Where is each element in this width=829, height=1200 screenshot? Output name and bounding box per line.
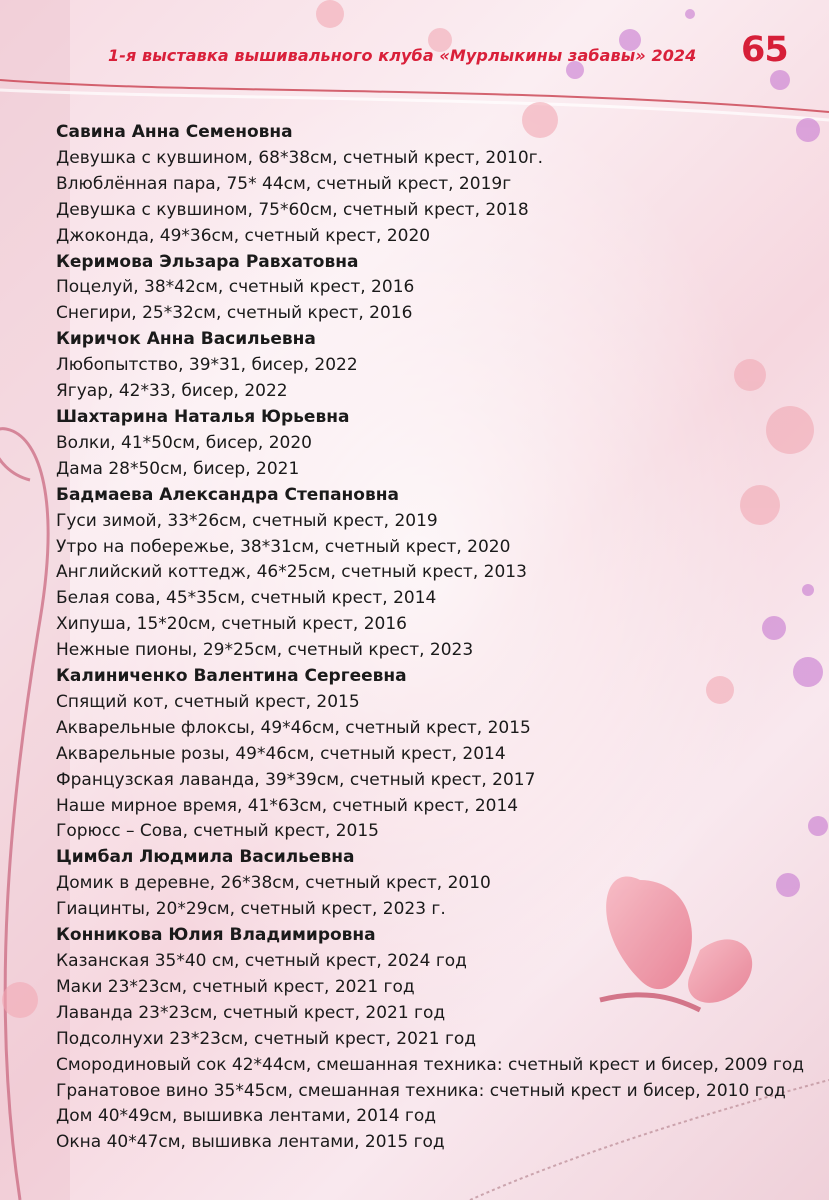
artwork-entry: Акварельные розы, 49*46см, счетный крест, 2014 [56,743,506,764]
artwork-entry: Домик в деревне, 26*38см, счетный крест, 2010 [56,873,491,894]
artwork-entry: Маки 23*23см, счетный крест, 2021 год [56,976,415,997]
artwork-entry: Волки, 41*50см, бисер, 2020 [56,432,312,453]
author-name: Бадмаева Александра Степановна [56,484,399,505]
artwork-entry: Джоконда, 49*36см, счетный крест, 2020 [56,225,431,246]
artwork-entry: Казанская 35*40 см, счетный крест, 2024 год [56,951,467,971]
artwork-entry: Белая сова, 45*35см, счетный крест, 2014 [56,588,437,609]
artwork-entry: Дама 28*50см, бисер, 2021 [56,458,300,479]
header-title: 1-я выставка вышивального клуба «Мурлыкины забавы» 2024 [108,46,697,65]
artwork-entry: Акварельные флоксы, 49*46см, счетный крест, 2015 [56,717,531,738]
author-name: Шахтарина Наталья Юрьевна [56,406,350,427]
artwork-entry: Окна 40*47см, вышивка лентами, 2015 год [56,1132,445,1153]
artwork-entry: Подсолнухи 23*23см, счетный крест, 2021 год [56,1028,477,1049]
artwork-entry: Влюблённая пара, 75* 44см, счетный крест, 2019г [56,173,512,194]
artwork-entry: Горюсс – Сова, счетный крест, 2015 [56,821,379,842]
artwork-entry: Спящий кот, счетный крест, 2015 [56,691,360,712]
author-name: Конникова Юлия Владимировна [56,925,376,946]
page-header [0,0,829,110]
artwork-entry: Хипуша, 15*20см, счетный крест, 2016 [56,614,407,635]
artwork-entry: Гуси зимой, 33*26см, счетный крест, 2019 [56,510,438,531]
artwork-entry: Девушка с кувшином, 68*38см, счетный крест, 2010г. [56,147,543,168]
artwork-entry: Нежные пионы, 29*25см, счетный крест, 2023 [56,640,474,661]
exhibit-list [56,120,826,1156]
artwork-entry: Гранатовое вино 35*45см, смешанная техника: счетный крест и бисер, 2010 год [56,1080,786,1101]
page-number: 65 [741,30,788,70]
author-name: Савина Анна Семеновна [56,122,293,142]
author-name: Калиниченко Валентина Сергеевна [56,666,407,687]
artwork-entry: Ягуар, 42*33, бисер, 2022 [56,381,288,402]
artwork-entry: Дом 40*49см, вышивка лентами, 2014 год [56,1106,437,1127]
artwork-entry: Утро на побережье, 38*31см, счетный крест, 2020 [56,536,511,557]
artwork-entry: Смородиновый сок 42*44см, смешанная техника: счетный крест и бисер, 2009 год [56,1054,804,1075]
artwork-entry: Девушка с кувшином, 75*60см, счетный крест, 2018 [56,199,529,220]
author-name: Киричок Анна Васильевна [56,329,316,350]
artwork-entry: Поцелуй, 38*42см, счетный крест, 2016 [56,277,415,298]
author-name: Цимбал Людмила Васильевна [56,847,355,868]
artwork-entry: Снегири, 25*32см, счетный крест, 2016 [56,303,413,324]
artwork-entry: Любопытство, 39*31, бисер, 2022 [56,355,358,376]
artwork-entry: Английский коттедж, 46*25см, счетный крест, 2013 [56,562,527,583]
author-name: Керимова Эльзара Равхатовна [56,251,359,272]
artwork-entry: Лаванда 23*23см, счетный крест, 2021 год [56,1002,446,1023]
artwork-entry: Французская лаванда, 39*39см, счетный крест, 2017 [56,769,536,790]
artwork-entry: Наше мирное время, 41*63см, счетный крест, 2014 [56,795,519,816]
artwork-entry: Гиацинты, 20*29см, счетный крест, 2023 г. [56,899,446,920]
